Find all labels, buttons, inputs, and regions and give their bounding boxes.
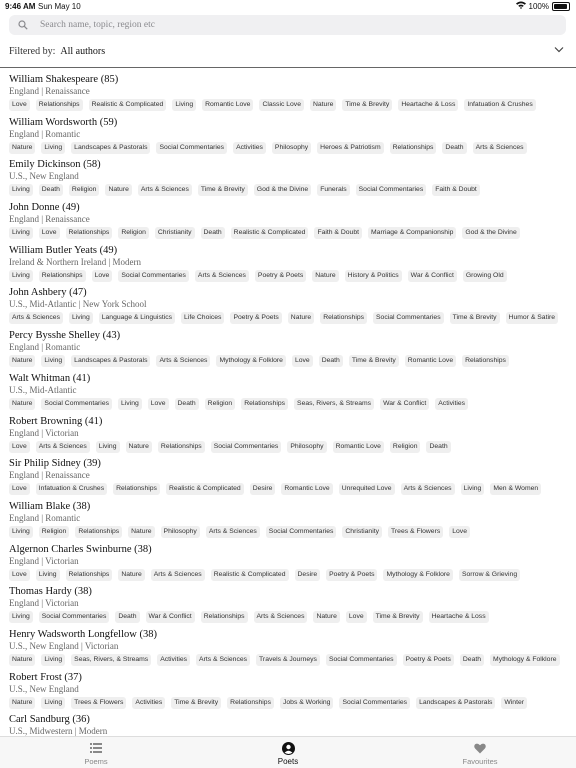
poet-region: U.S., Midwestern | Modern <box>9 726 108 736</box>
poet-row[interactable] <box>0 286 576 329</box>
topic-tag: Christianity <box>342 526 382 538</box>
poet-name: Robert Browning (41) <box>9 415 103 427</box>
topic-tag: Social Commentaries <box>266 526 337 538</box>
topic-tag: Love <box>449 526 470 538</box>
topic-tag: Activities <box>435 398 468 410</box>
topic-tag: Relationships <box>158 441 205 453</box>
topic-tag: Arts & Sciences <box>138 184 192 196</box>
poet-name: Thomas Hardy (38) <box>9 586 92 598</box>
topic-tag: Arts & Sciences <box>156 355 210 367</box>
topic-tag: Relationships <box>113 483 160 495</box>
tab-poems-label: Poems <box>84 757 108 766</box>
poet-row[interactable] <box>0 116 576 159</box>
poet-region: England | Romantic <box>9 342 81 353</box>
topic-tag: Mythology & Folklore <box>216 355 285 367</box>
topic-tag: Living <box>461 483 485 495</box>
topic-tag: God & the Divine <box>254 184 311 196</box>
topic-tags <box>9 654 576 666</box>
poet-name: Walt Whitman (41) <box>9 372 91 384</box>
topic-tag: Heartache & Loss <box>398 99 458 111</box>
poet-name: Emily Dickinson (58) <box>9 159 101 171</box>
chevron-down-icon[interactable] <box>554 45 564 56</box>
poet-region: England | Renaissance <box>9 470 90 481</box>
topic-tag: Nature <box>313 611 339 623</box>
topic-tag: Religion <box>390 441 421 453</box>
topic-tag: Living <box>172 99 196 111</box>
topic-tag: Nature <box>9 398 35 410</box>
topic-tag: Relationships <box>75 526 122 538</box>
topic-tag: Love <box>9 441 30 453</box>
topic-tag: Trees & Flowers <box>71 697 126 709</box>
topic-tags <box>9 142 576 154</box>
topic-tag: Living <box>41 355 65 367</box>
topic-tag: Social Commentaries <box>339 697 410 709</box>
topic-tag: Activities <box>157 654 190 666</box>
topic-tag: Time & Brevity <box>171 697 221 709</box>
topic-tag: Time & Brevity <box>198 184 248 196</box>
poet-row[interactable] <box>0 671 576 714</box>
topic-tag: Poetry & Poets <box>230 312 281 324</box>
topic-tag: Living <box>9 270 33 282</box>
topic-tag: Death <box>442 142 466 154</box>
poet-row[interactable] <box>0 415 576 458</box>
topic-tag: Poetry & Poets <box>403 654 454 666</box>
poet-row[interactable] <box>0 73 576 116</box>
topic-tag: Death <box>39 184 63 196</box>
topic-tags <box>9 526 576 538</box>
poet-region: England | Victorian <box>9 555 79 566</box>
topic-tag: Romantic Love <box>333 441 384 453</box>
topic-tag: Travels & Journeys <box>256 654 320 666</box>
tab-favourites[interactable] <box>430 741 530 766</box>
topic-tag: Social Commentaries <box>356 184 427 196</box>
topic-tag: Marriage & Companionship <box>368 227 456 239</box>
poet-name: William Blake (38) <box>9 500 91 512</box>
poet-name: John Donne (49) <box>9 202 80 214</box>
topic-tag: Love <box>39 227 60 239</box>
topic-tag: Arts & Sciences <box>36 441 90 453</box>
topic-tag: Living <box>41 142 65 154</box>
poet-name: Percy Bysshe Shelley (43) <box>9 330 121 342</box>
topic-tag: Activities <box>132 697 165 709</box>
search-icon <box>18 18 32 32</box>
topic-tag: Landscapes & Pastorals <box>71 355 150 367</box>
poet-row[interactable] <box>0 329 576 372</box>
topic-tag: Arts & Sciences <box>151 569 205 581</box>
topic-tags <box>9 270 576 282</box>
topic-tag: Landscapes & Pastorals <box>71 142 150 154</box>
topic-tag: Unrequited Love <box>339 483 395 495</box>
topic-tag: Social Commentaries <box>118 270 189 282</box>
topic-tag: Desire <box>250 483 276 495</box>
topic-tag: Death <box>115 611 139 623</box>
poet-region: Ireland & Northern Ireland | Modern <box>9 256 142 267</box>
poet-name: William Butler Yeats (49) <box>9 244 118 256</box>
poet-region: England | Romantic <box>9 512 81 523</box>
topic-tag: Humor & Satire <box>506 312 558 324</box>
filter-dropdown[interactable] <box>9 42 566 60</box>
tab-poems[interactable] <box>46 741 146 766</box>
topic-tag: Relationships <box>66 569 113 581</box>
poet-list[interactable] <box>0 73 576 736</box>
topic-tag: Relationships <box>201 611 248 623</box>
battery-icon <box>552 2 570 11</box>
topic-tag: Arts & Sciences <box>195 270 249 282</box>
topic-tag: Mythology & Folklore <box>383 569 452 581</box>
topic-tag: Death <box>201 227 225 239</box>
topic-tag: Religion <box>69 184 100 196</box>
topic-tag: Arts & Sciences <box>254 611 308 623</box>
topic-tag: Mythology & Folklore <box>490 654 559 666</box>
topic-tag: Arts & Sciences <box>196 654 250 666</box>
poet-region: U.S., Mid-Atlantic | New York School <box>9 299 147 310</box>
poet-region: U.S., New England <box>9 683 79 694</box>
topic-tag: Living <box>9 227 33 239</box>
topic-tags <box>9 483 576 495</box>
topic-tags <box>9 227 576 239</box>
topic-tag: War & Conflict <box>408 270 457 282</box>
status-right <box>516 1 570 11</box>
topic-tag: Nature <box>126 441 152 453</box>
topic-tag: Death <box>175 398 199 410</box>
topic-tag: Realistic & Complicated <box>211 569 289 581</box>
topic-tag: War & Conflict <box>380 398 429 410</box>
topic-tag: Love <box>148 398 169 410</box>
tab-bar <box>0 736 576 768</box>
topic-tag: Love <box>9 483 30 495</box>
topic-tag: Realistic & Complicated <box>166 483 244 495</box>
poet-name: Robert Frost (37) <box>9 671 82 683</box>
topic-tag: Philosophy <box>272 142 311 154</box>
topic-tag: Death <box>460 654 484 666</box>
filter-label: Filtered by: <box>9 45 56 57</box>
topic-tag: Life Choices <box>181 312 224 324</box>
poet-region: England | Romantic <box>9 128 81 139</box>
topic-tag: Poetry & Poets <box>326 569 377 581</box>
topic-tag: Heartache & Loss <box>429 611 489 623</box>
search-input[interactable] <box>38 19 566 31</box>
topic-tag: Religion <box>205 398 236 410</box>
topic-tag: Trees & Flowers <box>388 526 443 538</box>
poet-row[interactable] <box>0 201 576 244</box>
topic-tags <box>9 611 576 623</box>
topic-tag: Arts & Sciences <box>206 526 260 538</box>
topic-tags <box>9 398 576 410</box>
topic-tag: Funerals <box>317 184 349 196</box>
filter-value: All authors <box>60 45 106 57</box>
topic-tag: Relationships <box>462 355 509 367</box>
poet-row[interactable] <box>0 372 576 415</box>
poet-row[interactable] <box>0 158 576 201</box>
topic-tag: Nature <box>105 184 131 196</box>
topic-tag: Poetry & Poets <box>255 270 306 282</box>
status-time: 9:46 AM <box>5 2 36 11</box>
topic-tag: Time & Brevity <box>342 99 392 111</box>
poet-region: U.S., New England <box>9 171 79 182</box>
topic-tag: Language & Linguistics <box>99 312 175 324</box>
topic-tag: Social Commentaries <box>39 611 110 623</box>
topic-tag: War & Conflict <box>146 611 195 623</box>
topic-tag: Time & Brevity <box>349 355 399 367</box>
topic-tag: Nature <box>310 99 336 111</box>
topic-tag: Sorrow & Grieving <box>459 569 520 581</box>
topic-tag: Living <box>9 526 33 538</box>
topic-tags <box>9 312 576 324</box>
topic-tag: Nature <box>312 270 338 282</box>
poet-row[interactable] <box>0 500 576 543</box>
poet-region: England | Victorian <box>9 427 79 438</box>
poet-row[interactable] <box>0 628 576 671</box>
topic-tag: Living <box>69 312 93 324</box>
topic-tag: History & Politics <box>345 270 402 282</box>
topic-tag: Nature <box>9 654 35 666</box>
topic-tags <box>9 99 576 111</box>
topic-tag: Death <box>426 441 450 453</box>
topic-tag: Seas, Rivers, & Streams <box>294 398 374 410</box>
topic-tag: Love <box>9 569 30 581</box>
topic-tag: Living <box>41 654 65 666</box>
poet-name: Henry Wadsworth Longfellow (38) <box>9 628 157 640</box>
tab-favourites-label: Favourites <box>462 757 498 766</box>
topic-tag: Faith & Doubt <box>314 227 362 239</box>
topic-tag: Nature <box>288 312 314 324</box>
topic-tag: Relationships <box>227 697 274 709</box>
topic-tag: Living <box>36 569 60 581</box>
poet-region: England | Victorian <box>9 598 79 609</box>
topic-tag: Arts & Sciences <box>473 142 527 154</box>
battery-percent: 100% <box>528 1 549 11</box>
topic-tag: Love <box>9 99 30 111</box>
topic-tags <box>9 355 576 367</box>
topic-tag: Relationships <box>39 270 86 282</box>
topic-tags <box>9 569 576 581</box>
topic-tag: Men & Women <box>490 483 541 495</box>
poet-name: Carl Sandburg (36) <box>9 714 90 726</box>
poet-name: William Wordsworth (59) <box>9 116 118 128</box>
topic-tag: Growing Old <box>463 270 507 282</box>
topic-tags <box>9 184 576 196</box>
topic-tag: Social Commentaries <box>211 441 282 453</box>
topic-tag: Death <box>319 355 343 367</box>
topic-tag: Religion <box>39 526 70 538</box>
poet-name: Sir Philip Sidney (39) <box>9 458 101 470</box>
divider <box>0 67 576 68</box>
poet-region: U.S., New England | Victorian <box>9 640 119 651</box>
status-bar <box>0 0 576 14</box>
topic-tag: Classic Love <box>259 99 304 111</box>
topic-tag: Desire <box>295 569 321 581</box>
topic-tag: Romantic Love <box>281 483 332 495</box>
status-date: Sun May 10 <box>38 2 81 11</box>
poet-region: U.S., Mid-Atlantic <box>9 384 77 395</box>
topic-tag: Love <box>92 270 113 282</box>
topic-tag: Realistic & Complicated <box>89 99 167 111</box>
topic-tag: Nature <box>118 569 144 581</box>
topic-tag: Living <box>96 441 120 453</box>
topic-tags <box>9 697 576 709</box>
topic-tag: Social Commentaries <box>41 398 112 410</box>
topic-tag: Heroes & Patriotism <box>317 142 383 154</box>
list-icon <box>46 741 146 755</box>
poet-row[interactable] <box>0 244 576 287</box>
topic-tag: Social Commentaries <box>156 142 227 154</box>
topic-tag: Romantic Love <box>202 99 253 111</box>
topic-tag: Christianity <box>155 227 195 239</box>
poet-row[interactable] <box>0 585 576 628</box>
poet-region: England | Renaissance <box>9 214 90 225</box>
topic-tag: Infatuation & Crushes <box>36 483 107 495</box>
tab-poets[interactable] <box>238 741 338 766</box>
topic-tag: Relationships <box>390 142 437 154</box>
topic-tag: Landscapes & Pastorals <box>416 697 495 709</box>
topic-tags <box>9 441 576 453</box>
topic-tag: Nature <box>9 697 35 709</box>
topic-tag: Nature <box>9 142 35 154</box>
topic-tag: Relationships <box>36 99 83 111</box>
topic-tag: Activities <box>233 142 266 154</box>
topic-tag: Seas, Rivers, & Streams <box>71 654 151 666</box>
topic-tag: Nature <box>9 355 35 367</box>
topic-tag: Love <box>346 611 367 623</box>
poet-row[interactable] <box>0 457 576 500</box>
heart-icon <box>430 741 530 755</box>
topic-tag: Nature <box>128 526 154 538</box>
topic-tag: God & the Divine <box>462 227 519 239</box>
topic-tag: Love <box>292 355 313 367</box>
wifi-icon <box>516 1 526 11</box>
topic-tag: Philosophy <box>287 441 326 453</box>
topic-tag: Arts & Sciences <box>401 483 455 495</box>
topic-tag: Arts & Sciences <box>9 312 63 324</box>
topic-tag: Religion <box>118 227 149 239</box>
search-bar[interactable] <box>9 15 566 35</box>
topic-tag: Philosophy <box>161 526 200 538</box>
tab-poets-label: Poets <box>277 757 299 766</box>
topic-tag: Relationships <box>241 398 288 410</box>
topic-tag: Jobs & Working <box>280 697 333 709</box>
topic-tag: Living <box>9 184 33 196</box>
topic-tag: Faith & Doubt <box>432 184 480 196</box>
topic-tag: Living <box>118 398 142 410</box>
poet-row[interactable] <box>0 713 576 736</box>
topic-tag: Infatuation & Crushes <box>464 99 535 111</box>
topic-tag: Romantic Love <box>405 355 456 367</box>
topic-tag: Relationships <box>320 312 367 324</box>
topic-tag: Living <box>41 697 65 709</box>
topic-tag: Relationships <box>66 227 113 239</box>
poet-region: England | Renaissance <box>9 86 90 96</box>
topic-tag: Social Commentaries <box>326 654 397 666</box>
person-icon <box>238 741 338 755</box>
poet-row[interactable] <box>0 543 576 586</box>
topic-tag: Winter <box>501 697 527 709</box>
topic-tag: Time & Brevity <box>373 611 423 623</box>
topic-tag: Time & Brevity <box>450 312 500 324</box>
topic-tag: Living <box>9 611 33 623</box>
topic-tag: Realistic & Complicated <box>231 227 309 239</box>
poet-name: Algernon Charles Swinburne (38) <box>9 543 152 555</box>
poet-name: John Ashbery (47) <box>9 287 87 299</box>
topic-tag: Social Commentaries <box>373 312 444 324</box>
poet-name: William Shakespeare (85) <box>9 74 119 85</box>
